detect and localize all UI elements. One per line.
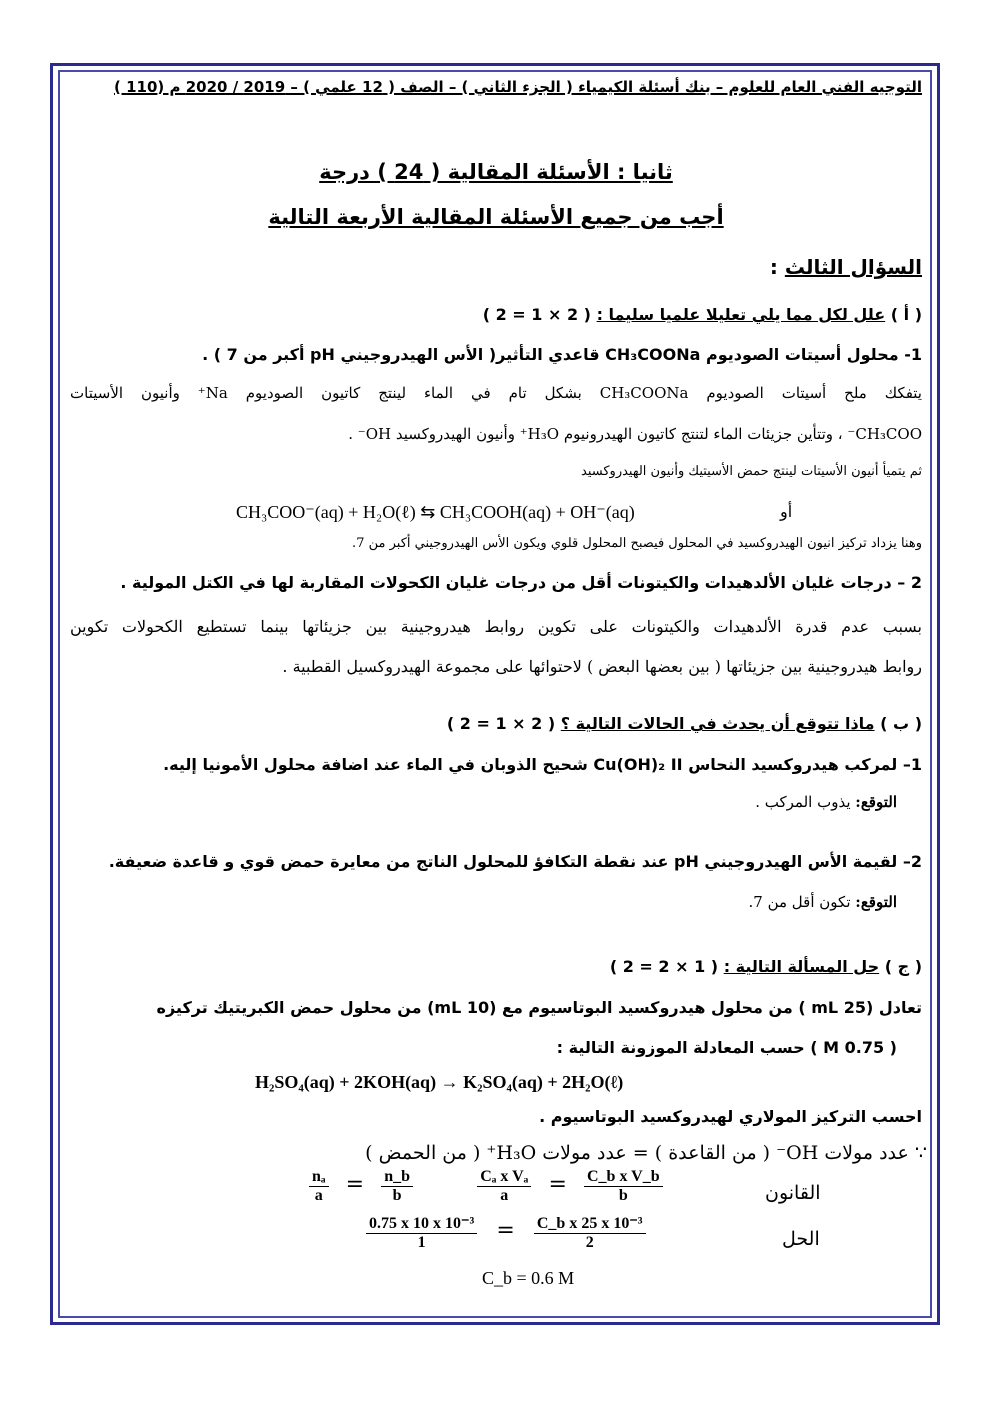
law-frac-ca-va [477, 1168, 531, 1205]
part-c-equation: H₂SO₄(aq) + 2KOH(aq) → K₂SO₄(aq) + 2H₂O(ℓ) [255, 1072, 624, 1092]
part-c-question: احسب التركيز المولاري لهيدروكسيد البوتاسيوم . [539, 1107, 922, 1126]
part-a-item1-title: 1- محلول أسيتات الصوديوم CH₃COONa قاعدي التأثير( الأس الهيدروجيني pH أكبر من 7 ) . [202, 345, 922, 364]
law-equals-1: = [345, 1172, 365, 1197]
section-instruction: أجب من جميع الأسئلة المقالية الأربعة التالية [268, 205, 724, 229]
part-a-item2-line1: بسبب عدم قدرة الألدهيدات والكيتونات على تكوين روابط هيدروجينية بين جزيئاتها بينما تستطيع الكحولات تكوين [70, 617, 922, 636]
part-b-title: ماذا تتوقع أن يحدث في الحالات التالية ؟ [560, 714, 875, 733]
law-frac-na-a [309, 1168, 329, 1205]
law-frac2-den: b [392, 1187, 402, 1204]
part-a-item1-or: أو [780, 502, 793, 521]
part-a-label: ( أ ) [890, 305, 922, 324]
part-c-line2: ( 0.75 M ) حسب المعادلة الموزونة التالية : [556, 1038, 897, 1057]
part-b-item2-answer: تكون أقل من 7. [748, 893, 851, 911]
page-header: التوجيه الفني العام للعلوم – بنك أسئلة الكيمياء ( الجزء الثاني ) – الصف ( 12 علمي ) – 2019 / 2020 م (110 ) [114, 78, 922, 96]
law-equals-2: = [548, 1172, 567, 1197]
part-b-heading [70, 714, 922, 733]
sol-frac1-num: 0.75 x 10 x 10⁻³ [366, 1213, 477, 1234]
law-label: القانون [765, 1182, 821, 1204]
part-c-since: ∵ عدد مولات OH⁻ ( من القاعدة ) = عدد مولات H₃O⁺ ( من الحمض ) [365, 1142, 927, 1164]
question-heading [70, 255, 922, 279]
part-b-item1-answer-row [70, 793, 897, 811]
expect-label: التوقع: [855, 793, 897, 811]
law-frac-cb-vb [584, 1168, 663, 1205]
sol-equals: = [496, 1218, 515, 1243]
solution-result: C_b = 0.6 M [482, 1268, 575, 1288]
part-a-item2-title: 2 – درجات غليان الألدهيدات والكيتونات أقل من درجات غليان الكحولات المقاربة لها في الكتل المولية . [120, 573, 922, 592]
part-b-label: ( ب ) [880, 714, 922, 733]
solution-formula [362, 1213, 650, 1252]
law-frac3-num: Cₐ x Vₐ [477, 1168, 531, 1187]
part-a-item1-line4: وهنا يزداد تركيز انيون الهيدروكسيد في المحلول فيصبح المحلول قلوي ويكون الأس الهيدروجيني أكبر من 7. [352, 536, 922, 551]
law-formula [305, 1168, 667, 1205]
part-a-item1-line3: ثم يتميأ أنيون الأسيتات لينتج حمض الأسيتيك وأنيون الهيدروكسيد [581, 464, 922, 479]
law-frac1-num: nₐ [309, 1168, 329, 1187]
part-c-heading [70, 957, 922, 976]
part-a-equation: CH₃COO⁻(aq) + H₂O(ℓ) ⇆ CH₃COOH(aq) + OH⁻(aq) [236, 502, 635, 522]
part-b-item1-answer: يذوب المركب . [755, 793, 851, 811]
part-b-item2-title: 2– لقيمة الأس الهيدروجيني pH عند نقطة التكافؤ للمحلول الناتج من معايرة حمض قوي و قاعدة ضعيفة. [108, 852, 922, 871]
law-frac4-num: C_b x V_b [584, 1168, 663, 1187]
question-colon: : [769, 255, 778, 279]
part-a-item2-line2: روابط هيدروجينية بين جزيئاتها ( بين بعضها البعض ) لاحتوائها على مجموعة الهيدروكسيل القطبية . [282, 657, 922, 676]
part-c-label: ( ج ) [884, 957, 922, 976]
part-a-title: علل لكل مما يلي تعليلا علميا سليما : [596, 305, 886, 324]
law-frac-nb-b [381, 1168, 413, 1205]
sol-frac1-den: 1 [417, 1234, 426, 1251]
part-b-score: ( 2 × 1 = 2 ) [446, 714, 556, 733]
part-a-item1-line2: CH₃COO⁻ ، وتتأين جزيئات الماء لتنتج كاتيون الهيدرونيوم H₃O⁺ وأنيون الهيدروكسيد OH⁻ . [348, 425, 922, 443]
sol-frac2-num: C_b x 25 x 10⁻³ [534, 1213, 646, 1234]
sol-frac-right [534, 1213, 646, 1252]
part-c-title: حل المسألة التالية : [723, 957, 880, 976]
part-b-item1-title: 1– لمركب هيدروكسيد النحاس Cu(OH)₂ II شحيح الذوبان في الماء عند اضافة محلول الأمونيا إليه. [163, 755, 922, 774]
section-title: ثانيا : الأسئلة المقالية ( 24 ) درجة [319, 160, 673, 184]
question-title: السؤال الثالث [784, 255, 922, 279]
part-a-heading [70, 305, 922, 324]
sol-frac-left [366, 1213, 477, 1252]
part-c-line1: تعادل (25 mL ) من محلول هيدروكسيد البوتاسيوم مع (10 mL) من محلول حمض الكبريتيك تركيزه [156, 998, 922, 1017]
part-c-score: ( 1 × 2 = 2 ) [609, 957, 719, 976]
law-frac2-num: n_b [381, 1168, 413, 1187]
sol-frac2-den: 2 [585, 1234, 594, 1251]
part-a-item1-line1: يتفكك ملح أسيتات الصوديوم CH₃COONa بشكل تام في الماء لينتج كاتيون الصوديوم Na⁺ وأنيون الأسيتات [70, 384, 922, 402]
law-frac4-den: b [618, 1187, 628, 1204]
law-frac3-den: a [500, 1187, 509, 1204]
part-a-score: ( 2 × 1 = 2 ) [482, 305, 591, 324]
law-frac1-den: a [314, 1187, 323, 1204]
expect-label-2: التوقع: [855, 893, 897, 911]
solution-label: الحل [782, 1228, 820, 1250]
part-b-item2-answer-row [70, 893, 897, 911]
